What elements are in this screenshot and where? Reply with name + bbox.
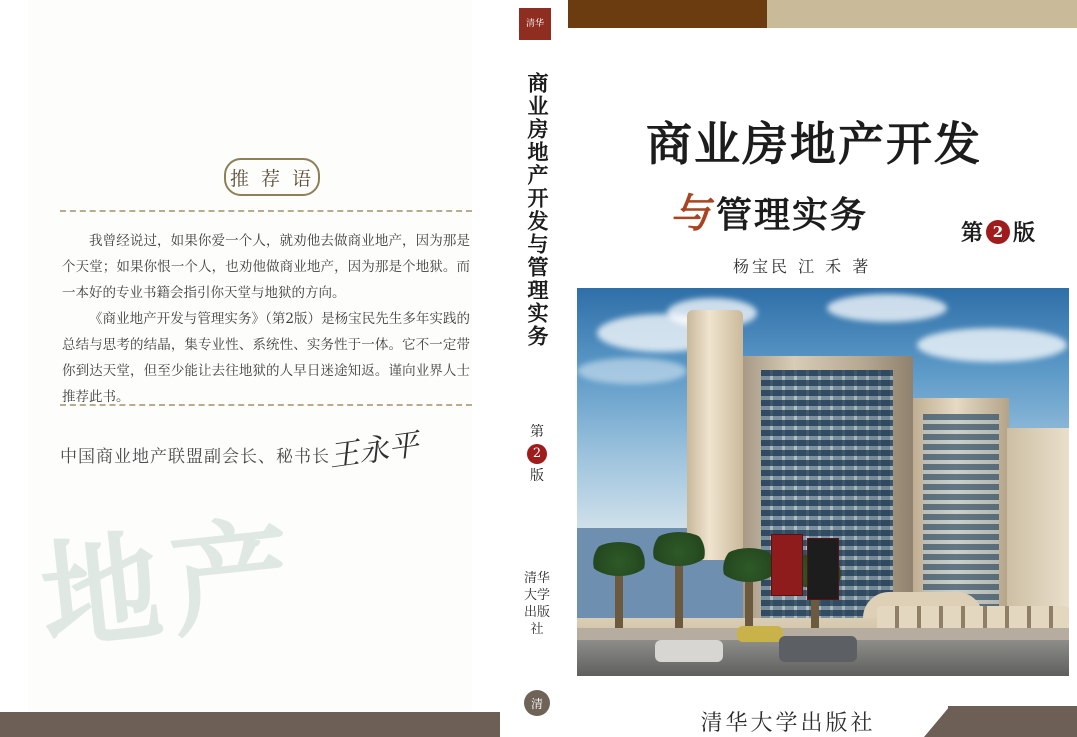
tower-glass-facade bbox=[923, 414, 999, 614]
footer-wedge-slant bbox=[924, 706, 950, 737]
watermark-text: 地产 bbox=[34, 501, 308, 670]
footer-wedge bbox=[948, 706, 1077, 737]
street-banner bbox=[807, 538, 839, 600]
palm-fronds bbox=[719, 548, 779, 582]
front-edition-prefix: 第 bbox=[961, 220, 984, 246]
recommendation-badge-label: 推 荐 语 bbox=[229, 167, 315, 190]
back-cover-footer-band bbox=[0, 712, 500, 737]
cloud-shape bbox=[577, 358, 687, 384]
spine-edition-number: 2 bbox=[527, 444, 547, 464]
front-edition-badge bbox=[961, 216, 1035, 247]
back-cover bbox=[0, 0, 500, 737]
publisher-logo-icon: 清华 bbox=[519, 8, 551, 40]
handwritten-signature: 王永平 bbox=[326, 427, 421, 475]
front-publisher-name: 清华大学出版社 bbox=[700, 711, 876, 736]
title-conjunction: 与 bbox=[670, 190, 712, 237]
recommendation-badge bbox=[224, 158, 320, 196]
cloud-shape bbox=[827, 294, 947, 322]
palm-fronds bbox=[589, 542, 649, 576]
front-cover bbox=[568, 0, 1077, 737]
vehicle bbox=[737, 626, 783, 642]
cloud-shape bbox=[917, 328, 1067, 362]
spine-title: 商业房地产开发与管理实务 bbox=[525, 72, 550, 348]
spine-publisher-logo-icon: 清 bbox=[524, 690, 550, 716]
author-line: 杨宝民 江 禾 著 bbox=[733, 257, 872, 276]
front-title-line-1: 商业房地产开发 bbox=[646, 117, 982, 171]
front-title-line-2 bbox=[670, 182, 868, 239]
front-edition-number: 2 bbox=[986, 220, 1010, 244]
spine-publisher: 清华大学出版社 bbox=[524, 571, 551, 637]
spine-edition bbox=[524, 422, 550, 486]
cover-photo bbox=[577, 288, 1069, 676]
endorser-title: 中国商业地产联盟副会长、秘书长 bbox=[60, 447, 330, 467]
endorsement-text bbox=[62, 228, 470, 410]
street-banner bbox=[771, 534, 803, 596]
top-band-tan-segment bbox=[767, 0, 1077, 28]
vehicle bbox=[655, 640, 723, 662]
front-edition-suffix: 版 bbox=[1013, 220, 1036, 246]
spine-edition-prefix: 第 bbox=[530, 424, 544, 440]
palm-fronds bbox=[649, 532, 709, 566]
spine-edition-suffix: 版 bbox=[530, 468, 544, 484]
endorsement-paragraph-2: 《商业地产开发与管理实务》（第2版）是杨宝民先生多年实践的总结与思考的结晶，集专业性、系统性、实务性于一体。它不一定带你到达天堂，但至少能让去往地狱的人早日迷途知返。谨向业界人士推荐此书。 bbox=[62, 311, 470, 405]
vehicle bbox=[779, 636, 857, 662]
top-band-brown-segment bbox=[568, 0, 767, 28]
front-subtitle-text: 管理实务 bbox=[716, 194, 869, 236]
building-far-right bbox=[1007, 428, 1069, 628]
divider-top bbox=[60, 210, 472, 212]
top-color-band bbox=[568, 0, 1077, 28]
endorsement-paragraph-1: 我曾经说过，如果你爱一个人，就劝他去做商业地产，因为那是个天堂；如果你恨一个人，也劝他做商业地产，因为那是个地狱。而一本好的专业书籍会指引你天堂与地狱的方向。 bbox=[62, 233, 470, 301]
